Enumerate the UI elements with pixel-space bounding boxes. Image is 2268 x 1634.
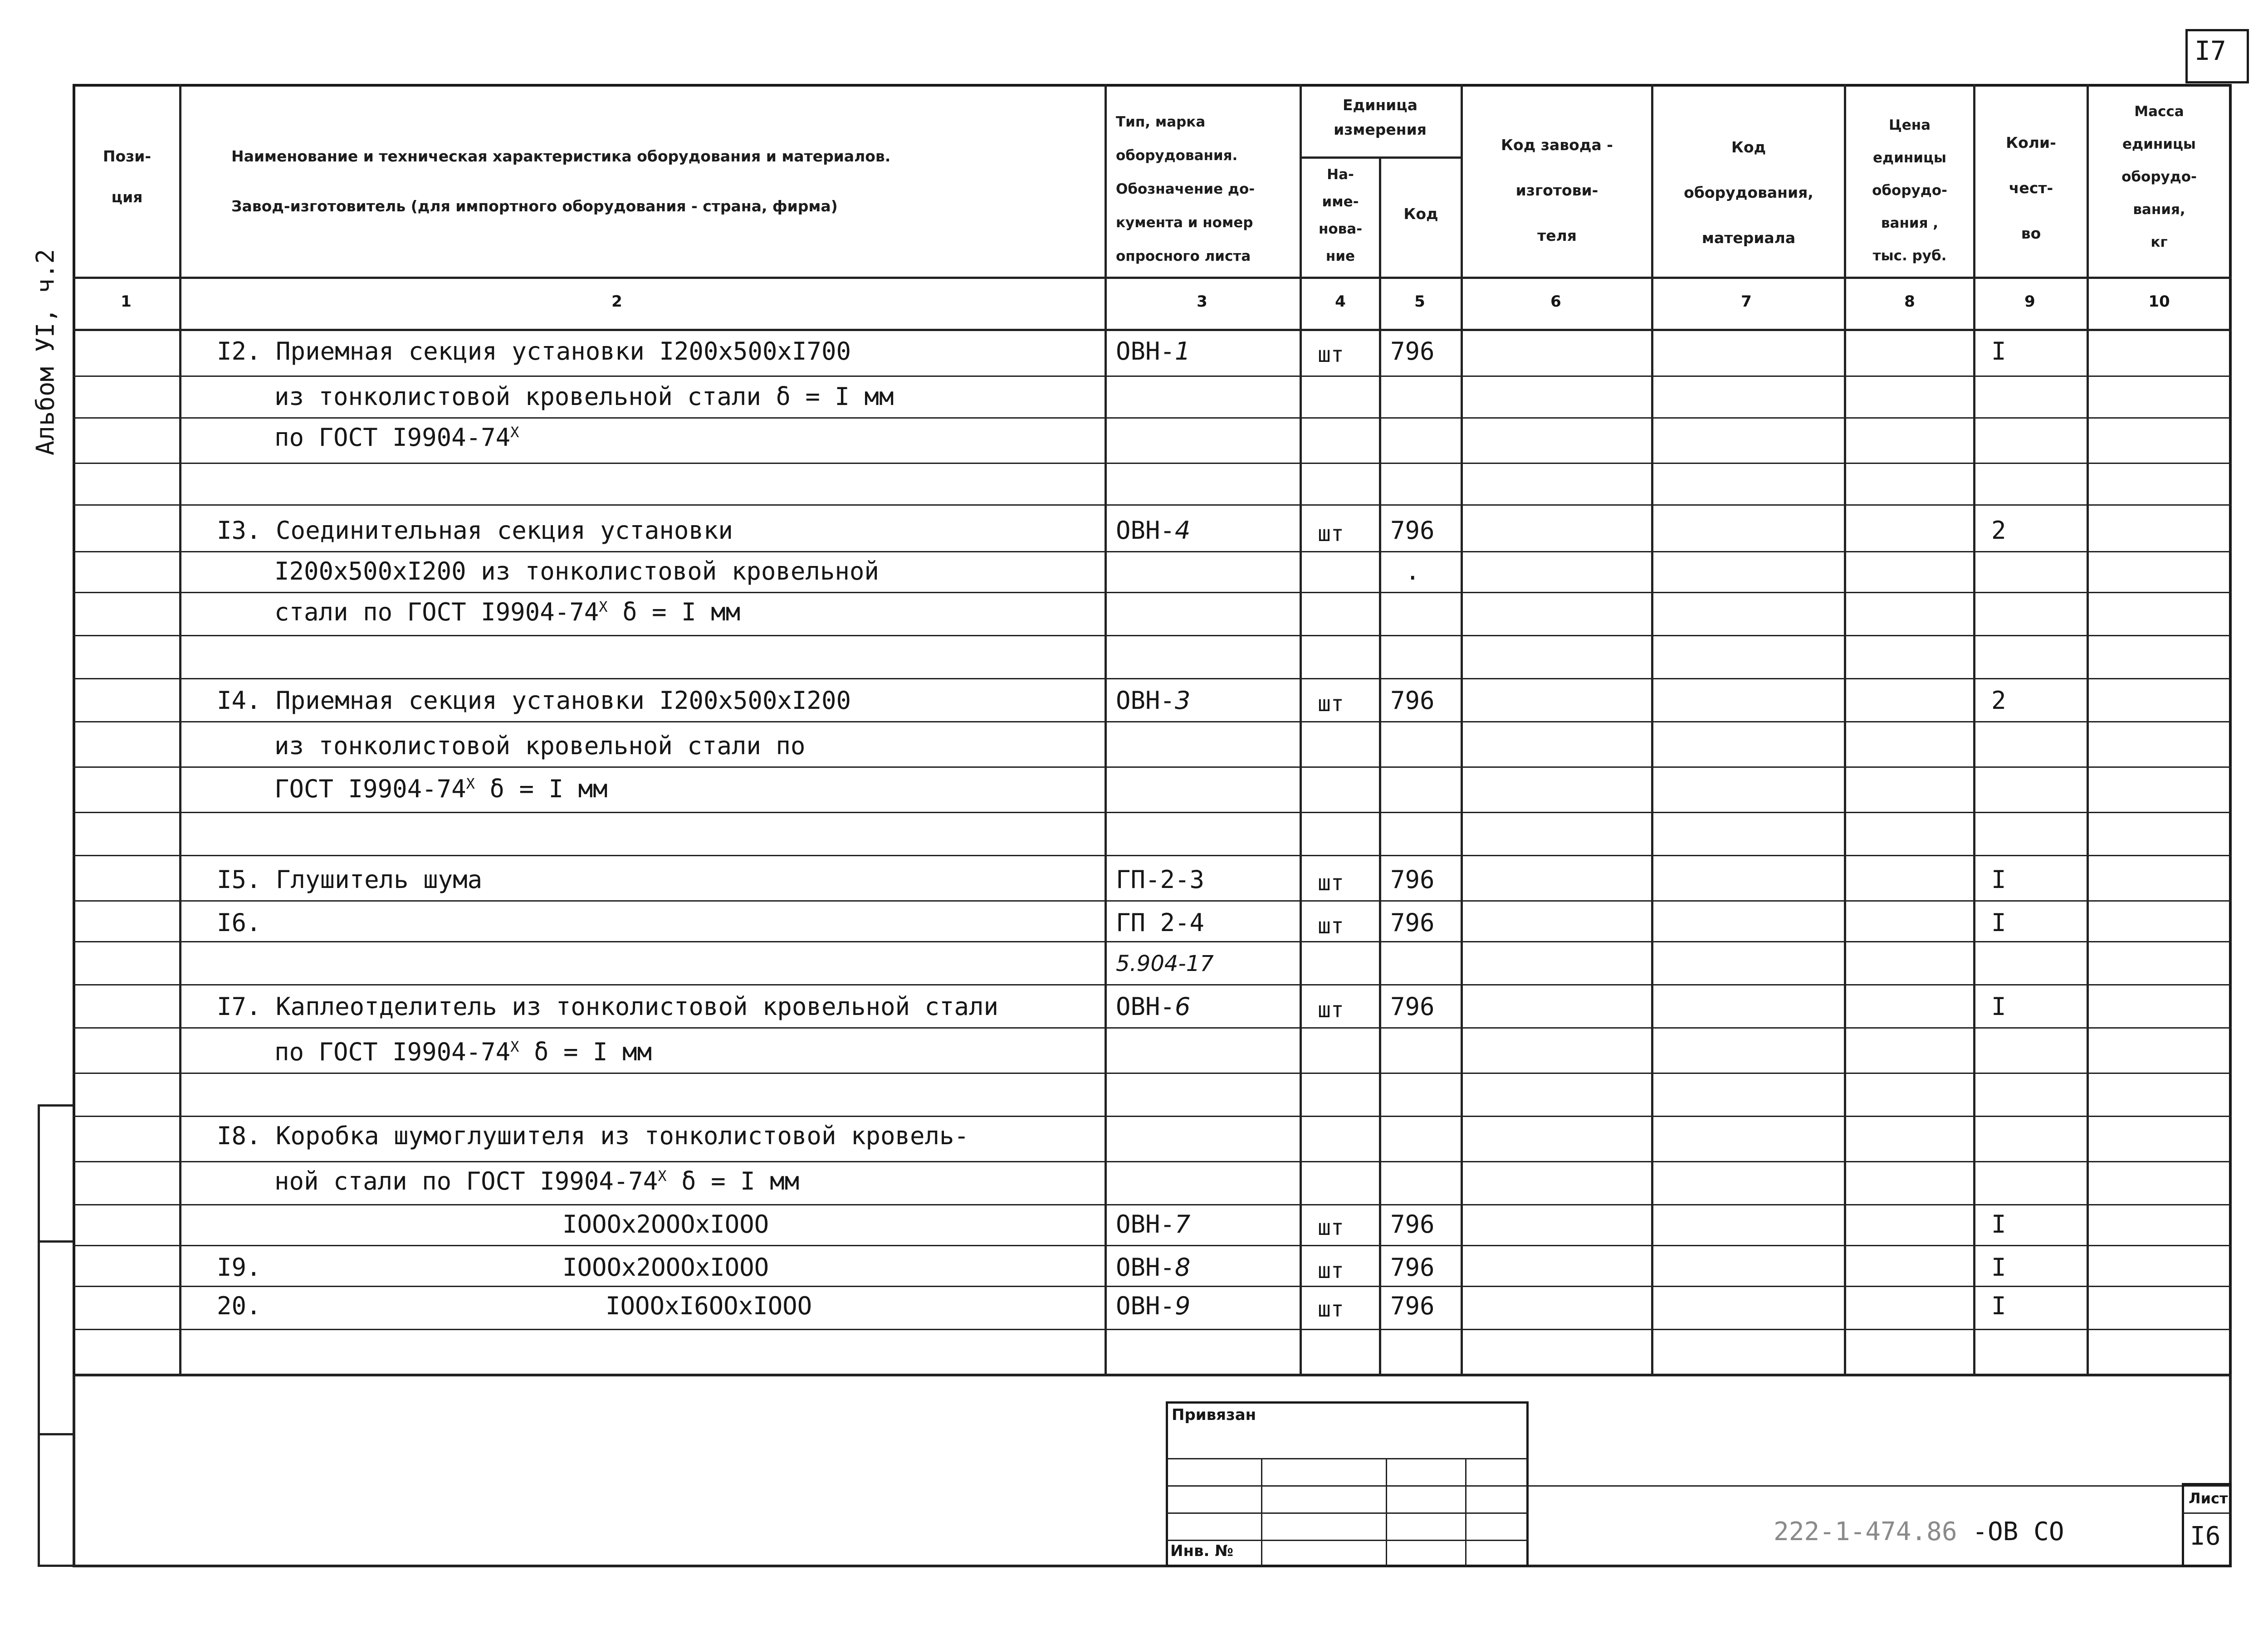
- doc-number: 222-1-474.86 -ОВ СО: [1774, 1517, 2064, 1546]
- colnum-4: 4: [1335, 293, 1346, 311]
- header-col2: Наименование и техническая характеристика оборудования и материалов. Завод-изготовитель (для импортного оборудования - страна, фирма): [231, 147, 891, 215]
- row-qty: I: [1991, 865, 2006, 894]
- row-line: [73, 766, 2232, 768]
- row-code: 796: [1390, 1253, 1435, 1282]
- column-numbers-bottom-line: [73, 329, 2232, 331]
- row-line: [73, 855, 2232, 856]
- row-line: [73, 1116, 2232, 1117]
- row-unit: шт: [1318, 870, 1344, 896]
- row-code: 796: [1390, 1292, 1435, 1320]
- stamp-vline: [1261, 1458, 1262, 1567]
- row-unit: шт: [1318, 342, 1344, 367]
- row-line: [73, 900, 2232, 902]
- row-code: 796: [1390, 686, 1435, 715]
- binding-strip-bottom: [38, 1565, 75, 1567]
- row-qty: I: [1991, 337, 2006, 366]
- row-type: ОВН-1: [1116, 337, 1191, 366]
- row-name: I6.: [217, 908, 261, 937]
- row-name: 20.: [217, 1292, 261, 1320]
- row-qty: I: [1991, 1210, 2006, 1239]
- row-type: ОВН-3: [1116, 686, 1191, 715]
- row-name: I2. Приемная секция установки I200x500xI700: [217, 337, 851, 366]
- row-line: [73, 1329, 2232, 1330]
- stamp-line: [1166, 1540, 1529, 1541]
- row-name: по ГОСТ $I9904-74^X$: [274, 423, 519, 452]
- sheet-box-divider: [2182, 1512, 2232, 1514]
- row-line: [73, 1245, 2232, 1246]
- row-name: ГОСТ $I9904-74^X$ δ = I мм: [274, 775, 608, 803]
- row-code: 796: [1390, 1210, 1435, 1239]
- title-block-line: [1529, 1485, 2232, 1487]
- row-name: I7. Каплеотделитель из тонколистовой кровельной стали: [217, 992, 999, 1021]
- colnum-2: 2: [611, 293, 622, 311]
- row-code: 796: [1390, 865, 1435, 894]
- colnum-3: 3: [1197, 293, 1207, 311]
- frame-left-lower: [73, 1374, 75, 1567]
- colnum-7: 7: [1741, 293, 1752, 311]
- colnum-10: 10: [2148, 293, 2170, 311]
- header-bottom-line: [73, 277, 2232, 279]
- header-col6: Код завода - изготови- теля: [1501, 136, 1613, 244]
- row-line: [73, 635, 2232, 636]
- binding-strip-left: [38, 1104, 40, 1567]
- row-name: I4. Приемная секция установки I200x500xI200: [217, 686, 851, 715]
- row-code: .: [1405, 557, 1420, 585]
- table-body-bottom: [73, 1374, 2232, 1376]
- stamp-vline: [1465, 1458, 1466, 1567]
- stamp-line: [1166, 1512, 1529, 1514]
- side-album-label: Альбом УI, ч.2: [31, 249, 60, 456]
- header-col10: Масса единицы оборудо- вания, кг: [2121, 103, 2197, 250]
- row-line: [73, 376, 2232, 377]
- sheet-number: I6: [2190, 1522, 2221, 1551]
- binding-strip-top: [38, 1104, 75, 1107]
- row-name: I9.: [217, 1253, 261, 1282]
- row-line: [73, 463, 2232, 464]
- row-code: 796: [1390, 992, 1435, 1021]
- sheet-label: Лист: [2189, 1490, 2228, 1507]
- row-line: [73, 1286, 2232, 1287]
- row-unit: шт: [1318, 521, 1344, 546]
- row-line: [73, 1027, 2232, 1029]
- row-name: ной стали по ГОСТ $I9904-74^X$ δ = I мм: [274, 1167, 800, 1195]
- header-col8: Цена единицы оборудо- вания , тыс. руб.: [1872, 117, 1947, 264]
- header-col1: Пози- ция: [103, 147, 152, 206]
- row-unit: шт: [1318, 1297, 1344, 1322]
- colnum-1: 1: [121, 293, 132, 311]
- row-unit: шт: [1318, 1258, 1344, 1283]
- row-name: I200x500xI200 из тонколистовой кровельной: [274, 557, 879, 585]
- row-type: ОВН-9: [1116, 1292, 1191, 1320]
- frame-bottom: [73, 1565, 2232, 1567]
- row-type-doc: 5.904-17: [1116, 951, 1214, 976]
- row-qty: 2: [1991, 686, 2006, 715]
- row-line: [73, 941, 2232, 942]
- row-type: ОВН-6: [1116, 992, 1191, 1021]
- binding-strip-mid2: [38, 1433, 75, 1435]
- stamp-bound-label: Привязан: [1172, 1406, 1256, 1424]
- stamp-line: [1166, 1485, 1529, 1487]
- row-line: [73, 678, 2232, 679]
- row-dims: IOOOx2OOOxIOOO: [562, 1253, 769, 1282]
- header-col5: Код: [1403, 205, 1438, 223]
- row-dims: IOOOxI6OOxIOOO: [606, 1292, 812, 1320]
- header-col9: Коли- чест- во: [2006, 134, 2056, 242]
- row-code: 796: [1390, 516, 1435, 545]
- row-qty: I: [1991, 908, 2006, 937]
- corner-sheet-number: I7: [2195, 35, 2226, 66]
- row-type: ОВН-4: [1116, 516, 1191, 545]
- row-line: [73, 812, 2232, 813]
- row-line: [73, 417, 2232, 419]
- row-qty: I: [1991, 1292, 2006, 1320]
- row-code: 796: [1390, 908, 1435, 937]
- row-qty: 2: [1991, 516, 2006, 545]
- stamp-line: [1166, 1458, 1529, 1459]
- row-name: по ГОСТ $I9904-74^X$ δ = I мм: [274, 1038, 652, 1066]
- row-name: I5. Глушитель шума: [217, 865, 483, 894]
- row-name: из тонколистовой кровельной стали по: [274, 732, 806, 760]
- row-line: [73, 1204, 2232, 1205]
- row-type: ОВН-8: [1116, 1253, 1191, 1282]
- row-type: ГП 2-4: [1116, 908, 1205, 937]
- colnum-8: 8: [1904, 293, 1915, 311]
- row-qty: I: [1991, 992, 2006, 1021]
- colnum-5: 5: [1414, 293, 1425, 311]
- row-line: [73, 1161, 2232, 1162]
- row-line: [73, 1073, 2232, 1074]
- stamp-inv-label: Инв. №: [1170, 1542, 1234, 1560]
- row-code: 796: [1390, 337, 1435, 366]
- row-type: ГП-2-3: [1116, 865, 1205, 894]
- row-unit: шт: [1318, 997, 1344, 1023]
- row-name: I8. Коробка шумоглушителя из тонколистовой кровель-: [217, 1122, 969, 1150]
- row-line: [73, 984, 2232, 985]
- row-line: [73, 592, 2232, 593]
- row-name: I3. Соединительная секция установки: [217, 516, 733, 545]
- row-name: стали по ГОСТ $I9904-74^X$ δ = I мм: [274, 598, 741, 626]
- row-line: [73, 721, 2232, 722]
- header-col7: Код оборудования, материала: [1684, 138, 1813, 247]
- row-line: [73, 504, 2232, 506]
- row-type: ОВН-7: [1116, 1210, 1191, 1239]
- row-line: [73, 551, 2232, 552]
- header-unit-group: Единица измерения: [1334, 96, 1427, 138]
- stamp-vline: [1386, 1458, 1387, 1567]
- colnum-6: 6: [1550, 293, 1561, 311]
- row-name: из тонколистовой кровельной стали δ = I мм: [274, 382, 894, 411]
- row-unit: шт: [1318, 1215, 1344, 1240]
- binding-strip-mid1: [38, 1240, 75, 1243]
- header-col4: На- име- нова- ние: [1318, 166, 1363, 264]
- row-unit: шт: [1318, 913, 1344, 939]
- colnum-9: 9: [2024, 293, 2035, 311]
- header-col3: Тип, марка оборудования. Обозначение до- кумента и номер опросного листа: [1116, 114, 1255, 264]
- unit-group-divider: [1300, 156, 1461, 159]
- row-dims: IOOOx2OOOxIOOO: [562, 1210, 769, 1239]
- row-unit: шт: [1318, 691, 1344, 717]
- row-qty: I: [1991, 1253, 2006, 1282]
